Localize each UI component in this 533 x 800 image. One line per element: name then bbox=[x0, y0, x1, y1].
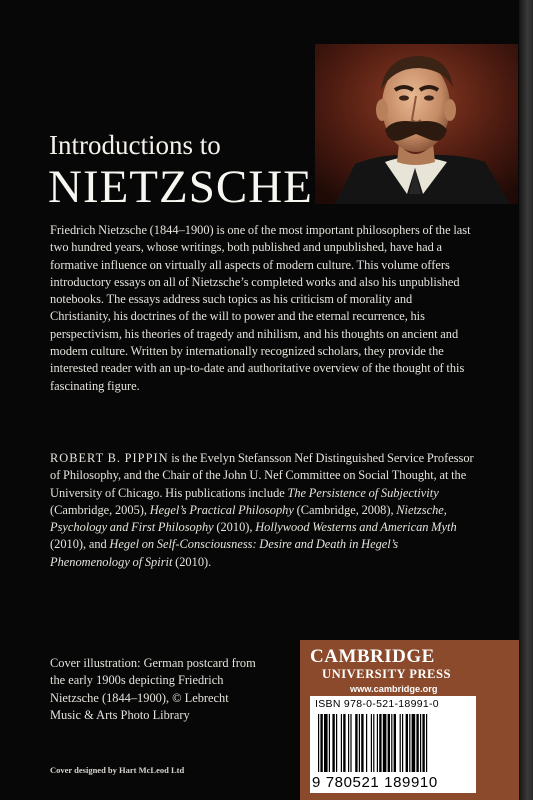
book-title: Hegel on Self-Consciousness: Desire and Death in Hegel’s Phenomenology of Spirit bbox=[50, 537, 399, 569]
barcode-icon bbox=[314, 714, 472, 774]
bio-text: (Cambridge, 2008), bbox=[293, 502, 397, 517]
title-prefix: Introductions to bbox=[49, 130, 221, 160]
cover-illustration-credit: Cover illustration: German postcard from the early 1900s depicting Friedrich Nietzsche (1844–1900), © Lebrecht Music & Arts Photo Library bbox=[50, 656, 256, 722]
bio-text: (2010), bbox=[213, 520, 256, 535]
bio-text: (Cambridge, 2005), bbox=[50, 502, 150, 517]
publisher-name: CAMBRIDGE bbox=[310, 646, 435, 667]
author-portrait bbox=[315, 44, 518, 204]
author-bio bbox=[50, 450, 475, 571]
publisher-subtitle: UNIVERSITY PRESS bbox=[322, 667, 451, 681]
barcode-box bbox=[310, 696, 476, 793]
cover-designer-credit: Cover designed by Hart McLeod Ltd bbox=[50, 765, 185, 775]
author-name: ROBERT B. PIPPIN bbox=[50, 451, 169, 465]
book-title: Hollywood Westerns and American Myth bbox=[255, 520, 457, 535]
publisher-block bbox=[300, 640, 519, 800]
bio-text: is the Evelyn Stefansson Nef Distinguished Service Professor of Philosophy, and the Chair of the John U. Nef Committee on Social Thought, at the University of Chicago. His publications include bbox=[50, 451, 474, 500]
title-main: NIETZSCHE bbox=[48, 161, 313, 213]
book-title: Hegel’s Practical Philosophy bbox=[149, 502, 294, 517]
book-title: The Persistence of Subjectivity bbox=[287, 485, 439, 500]
publisher-url: www.cambridge.org bbox=[350, 684, 438, 694]
barcode-digits: 9 780521 189910 bbox=[312, 774, 438, 791]
bio-text: (2010). bbox=[172, 554, 212, 569]
book-title: Nietzsche, Psychology and First Philosophy bbox=[50, 502, 447, 535]
bio-text: (2010), and bbox=[50, 537, 110, 552]
book-description: Friedrich Nietzsche (1844–1900) is one of the most important philosophers of the last two hundred years, whose writings, both published and unpublished, have had a formative influence on virtually all aspects of modern culture. This volume offers introductory essays on all of Nietzsche’s completed works and also his unpublished notebooks. The essays address such topics as his criticism of morality and Christianity, his doctrines of the will to power and the eternal recurrence, his perspectivism, his theories of tragedy and nihilism, and his thoughts on ancient and modern culture. Written by internationally recognized scholars, they provide the interested reader with an up-to-date and authoritative overview of the thought of this fascinating figure. bbox=[50, 223, 471, 393]
portrait-illustration bbox=[315, 44, 518, 204]
spine-edge bbox=[519, 0, 533, 800]
isbn-label: ISBN 978-0-521-18991-0 bbox=[315, 698, 439, 710]
